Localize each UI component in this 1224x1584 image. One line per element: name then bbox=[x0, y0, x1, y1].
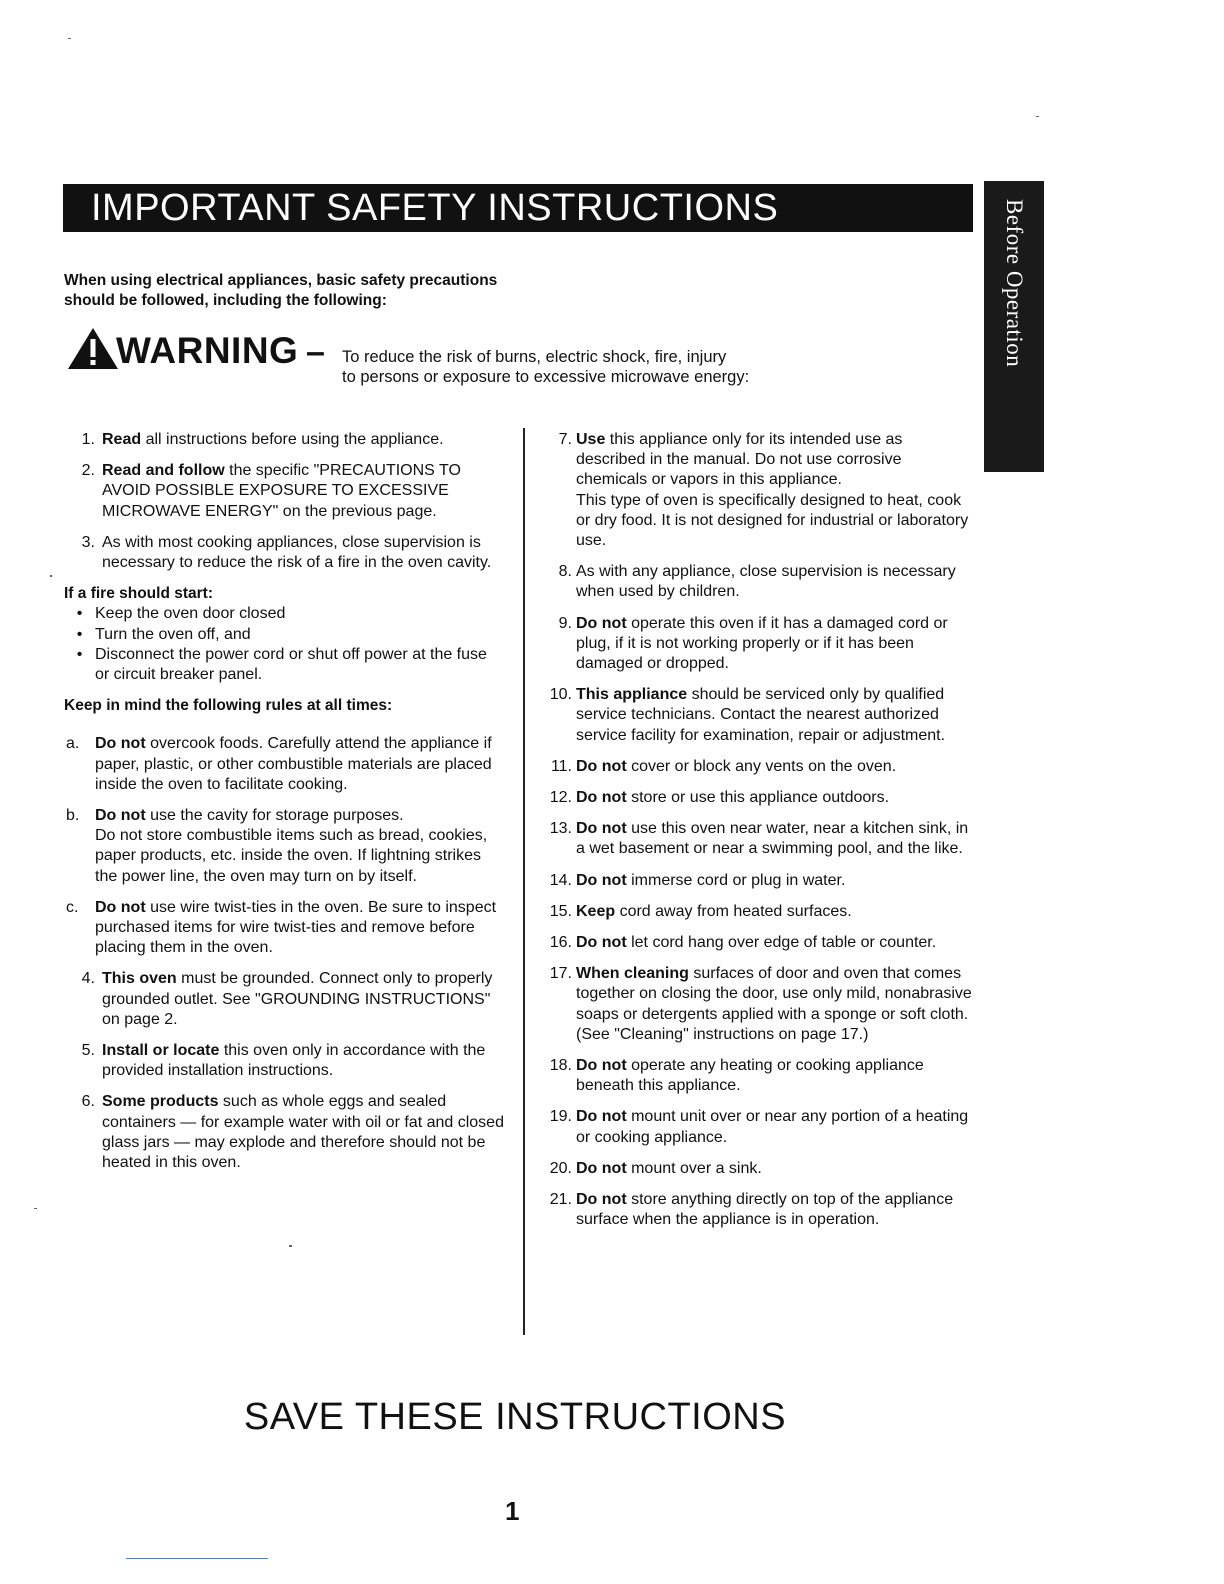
item-number: 17. bbox=[549, 965, 572, 983]
scan-speck bbox=[1036, 116, 1039, 117]
list-item bbox=[64, 1041, 504, 1081]
list-item bbox=[64, 734, 504, 795]
warning-triangle-icon bbox=[67, 326, 119, 370]
page-title: IMPORTANT SAFETY INSTRUCTIONS bbox=[63, 184, 973, 232]
footer-rule bbox=[126, 1558, 268, 1559]
item-number: 15. bbox=[549, 902, 572, 920]
item-number: 5. bbox=[81, 1042, 95, 1060]
warning-dash: – bbox=[306, 333, 325, 371]
item-text: operate any heating or cooking appliance beneath this appliance. bbox=[576, 1057, 924, 1095]
item-number: 3. bbox=[81, 533, 95, 551]
item-lead: Do not bbox=[576, 934, 627, 952]
item-lead: Use bbox=[576, 431, 606, 448]
list-item bbox=[64, 1092, 504, 1173]
warning-heading: WARNING bbox=[116, 330, 299, 371]
list-item bbox=[545, 685, 975, 746]
column-divider bbox=[523, 428, 525, 1335]
list-item bbox=[545, 933, 975, 953]
item-number: 8. bbox=[558, 563, 572, 581]
item-number: b. bbox=[66, 807, 80, 825]
item-lead: Do not bbox=[576, 1159, 627, 1177]
item-text: this appliance only for its intended use as described in the manual. Do not use corrosive chemicals or vapors in this appliance. bbox=[576, 431, 903, 489]
item-lead: Do not bbox=[576, 871, 627, 889]
scan-speck bbox=[289, 1245, 292, 1247]
intro-line-1: When using electrical appliances, basic safety precautions bbox=[64, 272, 498, 289]
item-number: 2. bbox=[81, 462, 95, 480]
warning-line-1: To reduce the risk of burns, electric shock, fire, injury bbox=[342, 348, 727, 366]
item-lead: Do not bbox=[576, 614, 627, 632]
item-text: the specific "PRECAUTIONS TO AVOID POSSIBLE EXPOSURE TO EXCESSIVE MICROWAVE ENERGY" on the previous page. bbox=[102, 462, 461, 520]
list-item bbox=[545, 902, 975, 922]
item-text: store or use this appliance outdoors. bbox=[626, 789, 890, 807]
item-lead: This oven bbox=[102, 970, 177, 988]
right-column bbox=[545, 430, 975, 1242]
section-tab bbox=[984, 181, 1044, 472]
item-number: 4. bbox=[81, 970, 95, 988]
list-item bbox=[64, 969, 504, 1030]
item-lead: Do not bbox=[576, 1191, 627, 1209]
list-item bbox=[545, 788, 975, 808]
scan-speck bbox=[68, 38, 71, 39]
item-lead: Keep bbox=[576, 902, 616, 920]
list-item bbox=[545, 614, 975, 675]
item-text: As with any appliance, close supervision is necessary when used by children. bbox=[576, 563, 956, 601]
item-lead: Do not bbox=[576, 1108, 627, 1126]
item-number: 21. bbox=[549, 1191, 572, 1209]
page-number: 1 bbox=[505, 1496, 520, 1526]
item-text: all instructions before using the appliance. bbox=[141, 431, 444, 448]
list-item bbox=[545, 871, 975, 891]
bullet-item: • Disconnect the power cord or shut off power at the fuse or circuit breaker panel. bbox=[64, 645, 504, 685]
rules-heading: Keep in mind the following rules at all times: bbox=[64, 697, 393, 715]
item-text-continued: This type of oven is specifically designed to heat, cook or dry food. It is not designed for industrial or laboratory use. bbox=[576, 491, 969, 550]
item-text: this oven only in accordance with the provided installation instructions. bbox=[102, 1042, 486, 1080]
item-text: operate this oven if it has a damaged cord or plug, if it is not working properly or if it has been damaged or dropped. bbox=[576, 614, 948, 673]
item-text: use this oven near water, near a kitchen sink, in a wet basement or near a swimming pool, and the like. bbox=[576, 820, 969, 858]
item-text: let cord hang over edge of table or counter. bbox=[626, 934, 937, 952]
section-tab-label: Before Operation bbox=[1002, 199, 1027, 368]
item-number: a. bbox=[66, 735, 80, 753]
item-number: 9. bbox=[558, 614, 572, 632]
intro-line-2: should be followed, including the following: bbox=[64, 292, 387, 309]
list-item bbox=[545, 1056, 975, 1096]
item-text: should be serviced only by qualified service technicians. Contact the nearest authorized service facility for examination, repair or adjustment. bbox=[576, 686, 946, 744]
item-text: such as whole eggs and sealed containers — for example water with oil or fat and closed glass jars — may explode and therefore should not be heated in this oven. bbox=[102, 1093, 504, 1172]
bullet-text: Turn the oven off, and bbox=[95, 625, 251, 643]
left-column bbox=[64, 430, 504, 1184]
item-lead: This appliance bbox=[576, 686, 688, 704]
item-lead: Do not bbox=[95, 807, 146, 825]
item-number: 12. bbox=[549, 789, 572, 807]
list-item bbox=[545, 430, 975, 551]
item-lead: Read bbox=[102, 431, 142, 448]
bullet-item: • Keep the oven door closed bbox=[64, 604, 504, 624]
item-lead: Do not bbox=[576, 1057, 627, 1075]
list-item bbox=[64, 898, 504, 959]
item-number: 13. bbox=[549, 820, 572, 838]
item-text-continued: Do not store combustible items such as bread, cookies, paper products, etc. inside the oven. If lightning strikes the power line, the oven may turn on by itself. bbox=[95, 827, 488, 885]
item-lead: Do not bbox=[95, 898, 146, 916]
item-number: 7. bbox=[558, 431, 572, 448]
item-text: store anything directly on top of the appliance surface when the appliance is in operation. bbox=[576, 1191, 954, 1229]
item-text: overcook foods. Carefully attend the appliance if paper, plastic, or other combustible materials are placed inside the oven to facilitate cooking. bbox=[95, 735, 492, 793]
item-lead: Do not bbox=[576, 757, 627, 775]
bullet-text: Keep the oven door closed bbox=[95, 605, 286, 623]
item-text: cover or block any vents on the oven. bbox=[626, 757, 897, 775]
list-item bbox=[64, 461, 504, 522]
scan-speck bbox=[34, 1208, 37, 1209]
item-number: 18. bbox=[549, 1057, 572, 1075]
item-text: mount over a sink. bbox=[626, 1159, 762, 1177]
item-number: c. bbox=[66, 898, 79, 916]
save-instructions-heading: SAVE THESE INSTRUCTIONS bbox=[243, 1396, 787, 1438]
item-lead: Read and follow bbox=[102, 462, 225, 480]
list-item bbox=[64, 533, 504, 573]
warning-text bbox=[342, 347, 862, 387]
item-text: cord away from heated surfaces. bbox=[615, 902, 852, 920]
item-text: surfaces of door and oven that comes together on closing the door, use only mild, nonabrasive soaps or detergents applied with a sponge or soft cloth. bbox=[576, 965, 972, 1023]
item-lead: Do not bbox=[576, 789, 627, 807]
item-lead: Some products bbox=[102, 1093, 219, 1111]
item-number: 20. bbox=[549, 1159, 572, 1177]
list-item bbox=[545, 1190, 975, 1230]
item-text: must be grounded. Connect only to properly grounded outlet. See "GROUNDING INSTRUCTIONS" on page 2. bbox=[102, 970, 493, 1028]
item-lead: Do not bbox=[576, 820, 627, 838]
item-text: use the cavity for storage purposes. bbox=[145, 807, 404, 825]
list-item bbox=[545, 964, 975, 1045]
item-number: 19. bbox=[549, 1108, 572, 1126]
item-number: 6. bbox=[81, 1093, 95, 1111]
item-lead: When cleaning bbox=[576, 965, 689, 983]
item-number: 14. bbox=[549, 871, 572, 889]
list-item bbox=[545, 1159, 975, 1179]
fire-bullet-list bbox=[64, 604, 504, 685]
item-text-continued: (See "Cleaning" instructions on page 17.) bbox=[576, 1025, 869, 1043]
item-text: As with most cooking appliances, close supervision is necessary to reduce the risk of a fire in the oven cavity. bbox=[102, 533, 492, 572]
list-item bbox=[545, 562, 975, 602]
item-lead: Install or locate bbox=[102, 1042, 220, 1060]
list-item bbox=[64, 806, 504, 887]
item-number: 11. bbox=[550, 757, 572, 775]
list-item bbox=[545, 1107, 975, 1147]
item-number: 10. bbox=[549, 686, 572, 704]
item-text: use wire twist-ties in the oven. Be sure to inspect purchased items for wire twist-ties and remove before placing them in the oven. bbox=[95, 898, 497, 957]
bullet-item: • Turn the oven off, and bbox=[64, 625, 504, 645]
warning-line-2: to persons or exposure to excessive microwave energy: bbox=[342, 368, 750, 386]
list-item bbox=[545, 757, 975, 777]
intro-text bbox=[64, 271, 624, 311]
item-number: 1. bbox=[81, 431, 95, 448]
item-text: mount unit over or near any portion of a heating or cooking appliance. bbox=[576, 1108, 969, 1146]
item-lead: Do not bbox=[95, 735, 146, 753]
item-text: immerse cord or plug in water. bbox=[626, 871, 846, 889]
bullet-text: Disconnect the power cord or shut off power at the fuse or circuit breaker panel. bbox=[95, 645, 487, 684]
list-item bbox=[545, 819, 975, 859]
item-number: 16. bbox=[549, 934, 572, 952]
list-item bbox=[64, 430, 504, 450]
scan-speck bbox=[50, 575, 52, 577]
fire-heading: If a fire should start: bbox=[64, 585, 213, 603]
